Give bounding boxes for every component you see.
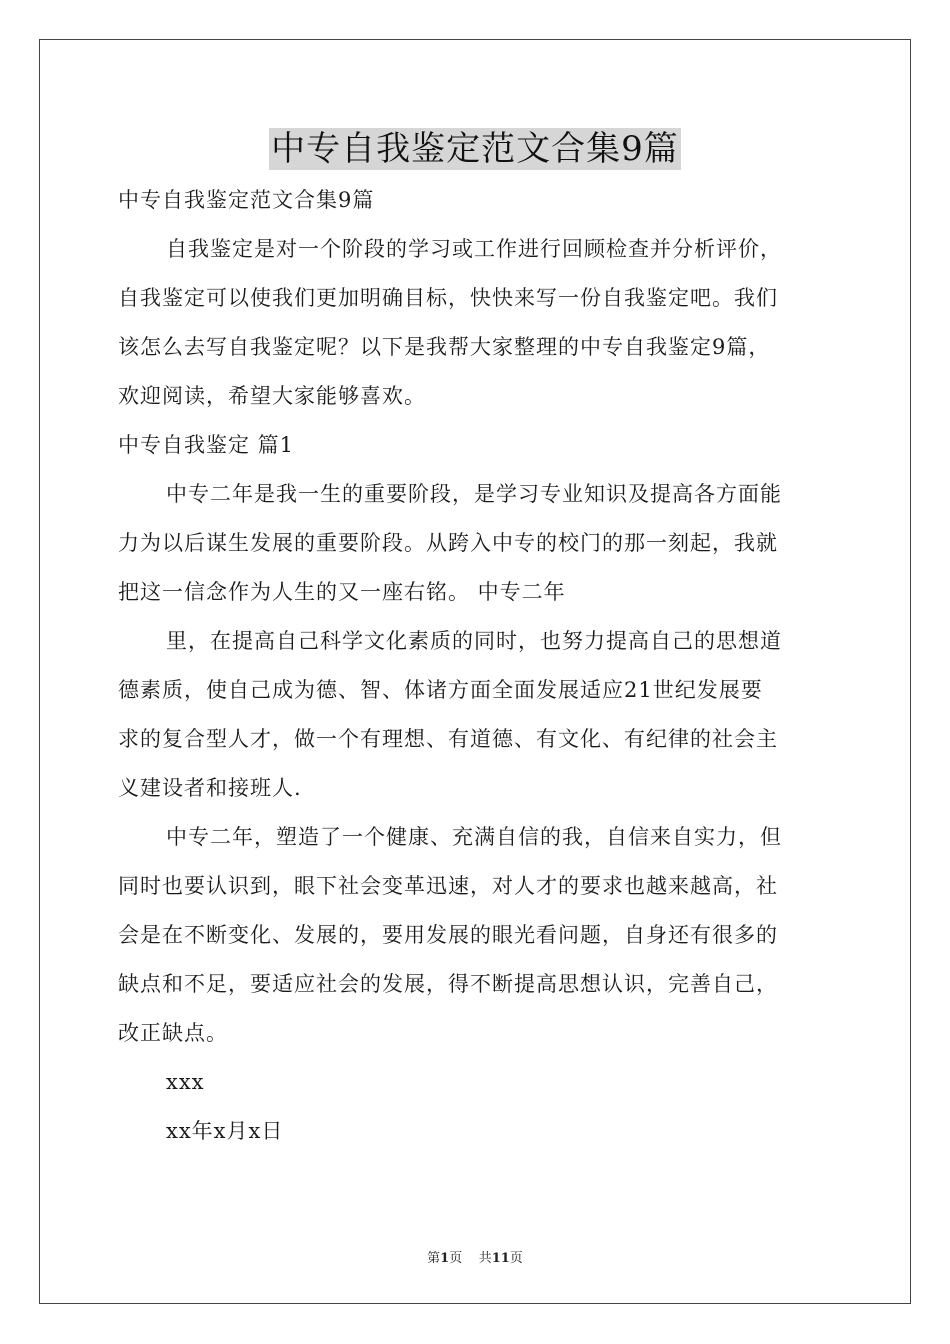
text-line: xxx xyxy=(166,1070,205,1094)
text-line: 里，在提高自己科学文化素质的同时，也努力提高自己的思想道 xyxy=(166,629,782,653)
page-prefix: 第 xyxy=(427,1251,441,1266)
text-line: 中专自我鉴定范文合集9篇 xyxy=(118,188,375,212)
text-line: 自我鉴定是对一个阶段的学习或工作进行回顾检查并分析评价， xyxy=(166,237,782,261)
text-line: 同时也要认识到，眼下社会变革迅速，对人才的要求也越来越高，社 xyxy=(118,874,778,898)
document-body xyxy=(118,176,834,1156)
total-unit: 页 xyxy=(509,1251,523,1266)
text-line: 求的复合型人才，做一个有理想、有道德、有文化、有纪律的社会主 xyxy=(118,727,778,751)
text-line: 缺点和不足，要适应社会的发展，得不断提高思想认识，完善自己， xyxy=(118,972,778,996)
page-footer xyxy=(0,1247,950,1266)
text-line: 该怎么去写自我鉴定呢？以下是我帮大家整理的中专自我鉴定9篇， xyxy=(118,335,771,359)
text-line: 中专二年是我一生的重要阶段，是学习专业知识及提高各方面能 xyxy=(166,482,782,506)
page-number: 1 xyxy=(440,1251,450,1266)
text-line: 义建设者和接班人. xyxy=(118,776,302,800)
title-container xyxy=(0,128,950,170)
text-line: 力为以后谋生发展的重要阶段。从跨入中专的校门的那一刻起，我就 xyxy=(118,531,778,555)
total-prefix: 共 xyxy=(478,1251,492,1266)
page-unit: 页 xyxy=(449,1251,463,1266)
text-line: 中专二年，塑造了一个健康、充满自信的我，自信来自实力，但 xyxy=(166,825,782,849)
text-line: 自我鉴定可以使我们更加明确目标，快快来写一份自我鉴定吧。我们 xyxy=(118,286,778,310)
text-line: 改正缺点。 xyxy=(118,1021,228,1045)
text-line: 德素质，使自己成为德、智、体诸方面全面发展适应21世纪发展要 xyxy=(118,678,763,702)
text-line: 中专自我鉴定 篇1 xyxy=(118,433,295,457)
text-line: 把这一信念作为人生的又一座右铭。 中专二年 xyxy=(118,580,566,604)
text-line: xx年x月x日 xyxy=(166,1119,284,1143)
text-line: 会是在不断变化、发展的，要用发展的眼光看问题，自身还有很多的 xyxy=(118,923,778,947)
total-pages: 11 xyxy=(491,1251,510,1266)
document-title: 中专自我鉴定范文合集9篇 xyxy=(271,129,679,169)
text-line: 欢迎阅读，希望大家能够喜欢。 xyxy=(118,384,426,408)
